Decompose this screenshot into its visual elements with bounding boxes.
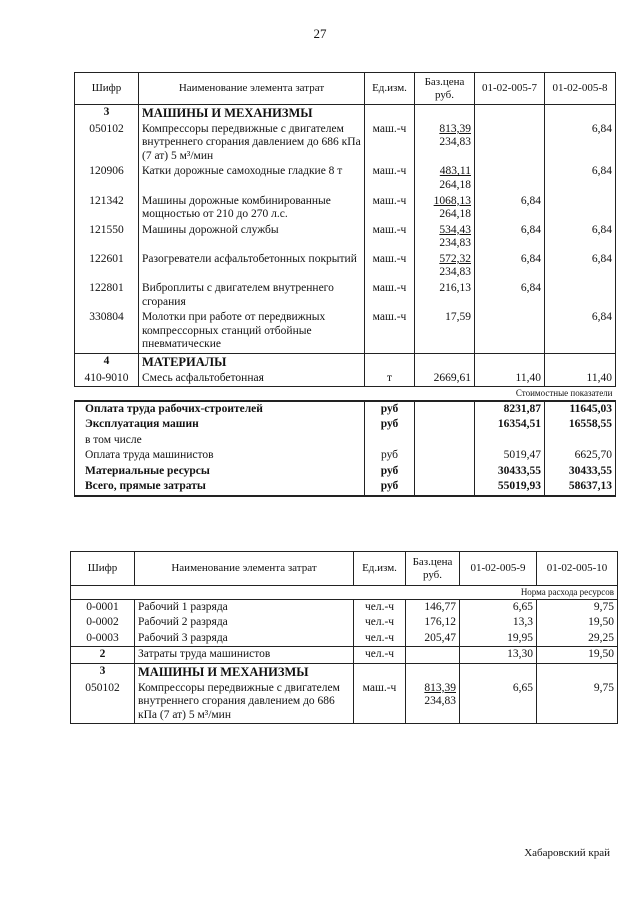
value-col-b: 9,75 — [537, 599, 618, 615]
unit-cell: маш.-ч — [365, 252, 415, 281]
header-base-price: Баз.цена руб. — [415, 73, 475, 105]
base-price-main: 534,43 — [439, 223, 471, 236]
summary-row — [75, 433, 616, 449]
value-col-b — [545, 281, 616, 310]
empty-cell — [415, 105, 475, 122]
base-price-main: 146,77 — [424, 600, 456, 613]
summary-value-a: 16354,51 — [475, 417, 545, 433]
empty-cell — [415, 464, 475, 480]
value-col-b — [545, 194, 616, 223]
empty-cell — [475, 105, 545, 122]
code-cell: 0-0002 — [71, 615, 135, 631]
table-row — [75, 164, 616, 193]
unit-cell: маш.-ч — [365, 164, 415, 193]
summary-label: Оплата труда машинистов — [75, 448, 365, 464]
value-col-b: 6,84 — [545, 164, 616, 193]
unit-cell: чел.-ч — [354, 599, 406, 615]
empty-cell — [415, 417, 475, 433]
header-unit: Ед.изм. — [354, 552, 406, 586]
value-col-a: 6,84 — [475, 281, 545, 310]
value-col-a: 11,40 — [475, 371, 545, 387]
section-title: МАТЕРИАЛЫ — [139, 353, 365, 370]
value-col-a: 6,65 — [460, 681, 537, 724]
name-cell: Разогреватели асфальтобетонных покрытий — [139, 252, 365, 281]
name-cell: Рабочий 1 разряда — [135, 599, 354, 615]
summary-row — [75, 448, 616, 464]
empty-cell — [545, 105, 616, 122]
base-price-main: 205,47 — [424, 631, 456, 644]
empty-cell — [537, 663, 618, 680]
unit-cell: чел.-ч — [354, 647, 406, 664]
base-price-secondary: 264,18 — [439, 179, 471, 191]
empty-cell — [415, 448, 475, 464]
name-cell: Виброплиты с двигателем внутреннего сгорания — [139, 281, 365, 310]
base-price-main: 2669,61 — [433, 371, 471, 384]
base-price-main: 176,12 — [424, 616, 456, 629]
table-row — [71, 631, 618, 647]
value-col-a: 19,95 — [460, 631, 537, 647]
value-col-b: 11,40 — [545, 371, 616, 387]
header-code: Шифр — [71, 552, 135, 586]
summary-unit — [365, 433, 415, 449]
table-row — [71, 615, 618, 631]
summary-value-b: 6625,70 — [545, 448, 616, 464]
value-col-a: 13,3 — [460, 615, 537, 631]
table-row — [75, 223, 616, 252]
header-col-b: 01-02-005-8 — [545, 73, 616, 105]
table-row — [71, 663, 618, 680]
summary-caption: Стоимостные показатели — [515, 388, 613, 399]
value-col-b: 29,25 — [537, 631, 618, 647]
header-col-a: 01-02-005-7 — [475, 73, 545, 105]
name-cell: Смесь асфальтобетонная — [139, 371, 365, 387]
name-cell: Машины дорожной службы — [139, 223, 365, 252]
table-1-body — [75, 105, 616, 387]
table-row — [75, 310, 616, 353]
value-col-b: 19,50 — [537, 647, 618, 664]
base-price-main: 17,59 — [445, 311, 471, 324]
summary-label: Материальные ресурсы — [75, 464, 365, 480]
base-price-main: 216,13 — [439, 281, 471, 294]
value-col-b: 6,84 — [545, 252, 616, 281]
table-row — [75, 194, 616, 223]
code-cell: 122601 — [75, 252, 139, 281]
base-price-secondary: 234,83 — [439, 266, 471, 279]
value-col-b: 6,84 — [545, 122, 616, 165]
unit-cell: маш.-ч — [365, 122, 415, 165]
summary-value-b: 30433,55 — [545, 464, 616, 480]
value-col-b: 6,84 — [545, 223, 616, 252]
region-footer: Хабаровский край — [524, 847, 610, 859]
cost-table-2 — [70, 551, 618, 724]
value-col-b: 9,75 — [537, 681, 618, 724]
summary-unit: руб — [365, 417, 415, 433]
code-cell: 330804 — [75, 310, 139, 353]
cost-table-1 — [74, 72, 616, 497]
summary-value-b — [545, 433, 616, 449]
section-code: 3 — [75, 105, 139, 122]
name-cell: Рабочий 2 разряда — [135, 615, 354, 631]
section-code: 4 — [75, 353, 139, 370]
table-row — [75, 353, 616, 370]
unit-cell: маш.-ч — [354, 681, 406, 724]
summary-label: в том числе — [75, 433, 365, 449]
base-price-cell — [406, 599, 460, 615]
norm-caption: Норма расхода ресурсов — [71, 586, 618, 600]
header-unit: Ед.изм. — [365, 73, 415, 105]
summary-label: Эксплуатация машин — [75, 417, 365, 433]
name-cell: Рабочий 3 разряда — [135, 631, 354, 647]
value-col-a: 6,84 — [475, 194, 545, 223]
base-price-secondary: 264,18 — [439, 208, 471, 221]
base-price-cell — [415, 164, 475, 193]
base-price-main: 813,39 — [424, 681, 456, 694]
section-code: 3 — [71, 663, 135, 680]
name-cell: Молотки при работе от передвижных компрессорных станций отбойные пневматические — [139, 310, 365, 353]
header-name: Наименование элемента затрат — [139, 73, 365, 105]
code-cell: 0-0003 — [71, 631, 135, 647]
base-price-secondary: 234,83 — [424, 695, 456, 708]
table-row — [75, 122, 616, 165]
section-title: МАШИНЫ И МЕХАНИЗМЫ — [139, 105, 365, 122]
table-row — [71, 599, 618, 615]
table-row — [75, 252, 616, 281]
value-col-a: 13,30 — [460, 647, 537, 664]
summary-unit: руб — [365, 401, 415, 418]
table-row — [71, 681, 618, 724]
table-row — [71, 647, 618, 664]
value-col-a: 6,65 — [460, 599, 537, 615]
value-col-a — [475, 164, 545, 193]
empty-cell — [545, 353, 616, 370]
table-row — [75, 105, 616, 122]
summary-unit: руб — [365, 464, 415, 480]
summary-row — [75, 479, 616, 496]
unit-cell: чел.-ч — [354, 631, 406, 647]
empty-cell — [415, 401, 475, 418]
summary-value-b: 16558,55 — [545, 417, 616, 433]
base-price-cell — [415, 252, 475, 281]
header-base-price: Баз.цена руб. — [406, 552, 460, 586]
header-col-b: 01-02-005-10 — [537, 552, 618, 586]
table-1-summary — [75, 387, 616, 496]
code-cell: 050102 — [71, 681, 135, 724]
summary-label: Оплата труда рабочих-строителей — [75, 401, 365, 418]
base-price-cell — [415, 281, 475, 310]
empty-cell — [475, 353, 545, 370]
section-title: Затраты труда машинистов — [135, 647, 354, 664]
base-price-main: 572,32 — [439, 252, 471, 265]
empty-cell — [365, 105, 415, 122]
base-price-secondary: 234,83 — [439, 136, 471, 149]
base-price-main: 483,11 — [439, 165, 471, 178]
base-price-cell — [415, 122, 475, 165]
empty-cell — [406, 647, 460, 664]
summary-value-a: 55019,93 — [475, 479, 545, 496]
unit-cell: маш.-ч — [365, 310, 415, 353]
summary-row — [75, 417, 616, 433]
summary-unit: руб — [365, 448, 415, 464]
summary-value-a — [475, 433, 545, 449]
name-cell: Катки дорожные самоходные гладкие 8 т — [139, 164, 365, 193]
code-cell: 410-9010 — [75, 371, 139, 387]
code-cell: 120906 — [75, 164, 139, 193]
unit-cell: маш.-ч — [365, 281, 415, 310]
summary-value-a: 8231,87 — [475, 401, 545, 418]
name-cell: Машины дорожные комбинированные мощностью от 210 до 270 л.с. — [139, 194, 365, 223]
section-title: МАШИНЫ И МЕХАНИЗМЫ — [135, 663, 354, 680]
summary-value-b: 58637,13 — [545, 479, 616, 496]
header-col-a: 01-02-005-9 — [460, 552, 537, 586]
empty-cell — [365, 353, 415, 370]
base-price-cell — [415, 310, 475, 353]
summary-unit: руб — [365, 479, 415, 496]
section-code: 2 — [71, 647, 135, 664]
code-cell: 122801 — [75, 281, 139, 310]
base-price-cell — [415, 371, 475, 387]
empty-cell — [406, 663, 460, 680]
summary-value-a: 5019,47 — [475, 448, 545, 464]
summary-value-a: 30433,55 — [475, 464, 545, 480]
summary-row — [75, 464, 616, 480]
unit-cell: маш.-ч — [365, 194, 415, 223]
base-price-cell — [406, 615, 460, 631]
table-2-body — [71, 599, 618, 724]
base-price-main: 813,39 — [439, 122, 471, 135]
code-cell: 121342 — [75, 194, 139, 223]
table-row — [75, 371, 616, 387]
empty-cell — [415, 433, 475, 449]
value-col-a: 6,84 — [475, 223, 545, 252]
value-col-a — [475, 310, 545, 353]
base-price-cell — [406, 631, 460, 647]
code-cell: 050102 — [75, 122, 139, 165]
name-cell: Компрессоры передвижные с двигателем внутреннего сгорания давлением до 686 кПа (7 ат) 5 м³/мин — [139, 122, 365, 165]
value-col-b: 19,50 — [537, 615, 618, 631]
name-cell: Компрессоры передвижные с двигателем внутреннего сгорания давлением до 686 кПа (7 ат) 5 м³/мин — [135, 681, 354, 724]
code-cell: 121550 — [75, 223, 139, 252]
empty-cell — [415, 353, 475, 370]
summary-row — [75, 401, 616, 418]
empty-cell — [415, 479, 475, 496]
base-price-cell — [415, 223, 475, 252]
value-col-a — [475, 122, 545, 165]
value-col-a: 6,84 — [475, 252, 545, 281]
unit-cell: маш.-ч — [365, 223, 415, 252]
base-price-cell — [406, 681, 460, 724]
unit-cell: чел.-ч — [354, 615, 406, 631]
summary-value-b: 11645,03 — [545, 401, 616, 418]
header-code: Шифр — [75, 73, 139, 105]
empty-cell — [354, 663, 406, 680]
base-price-cell — [415, 194, 475, 223]
base-price-main: 1068,13 — [433, 194, 471, 207]
base-price-secondary: 234,83 — [439, 237, 471, 250]
summary-label: Всего, прямые затраты — [75, 479, 365, 496]
header-name: Наименование элемента затрат — [135, 552, 354, 586]
code-cell: 0-0001 — [71, 599, 135, 615]
table-row — [75, 281, 616, 310]
page-number: 27 — [313, 26, 327, 41]
value-col-b: 6,84 — [545, 310, 616, 353]
unit-cell: т — [365, 371, 415, 387]
empty-cell — [460, 663, 537, 680]
